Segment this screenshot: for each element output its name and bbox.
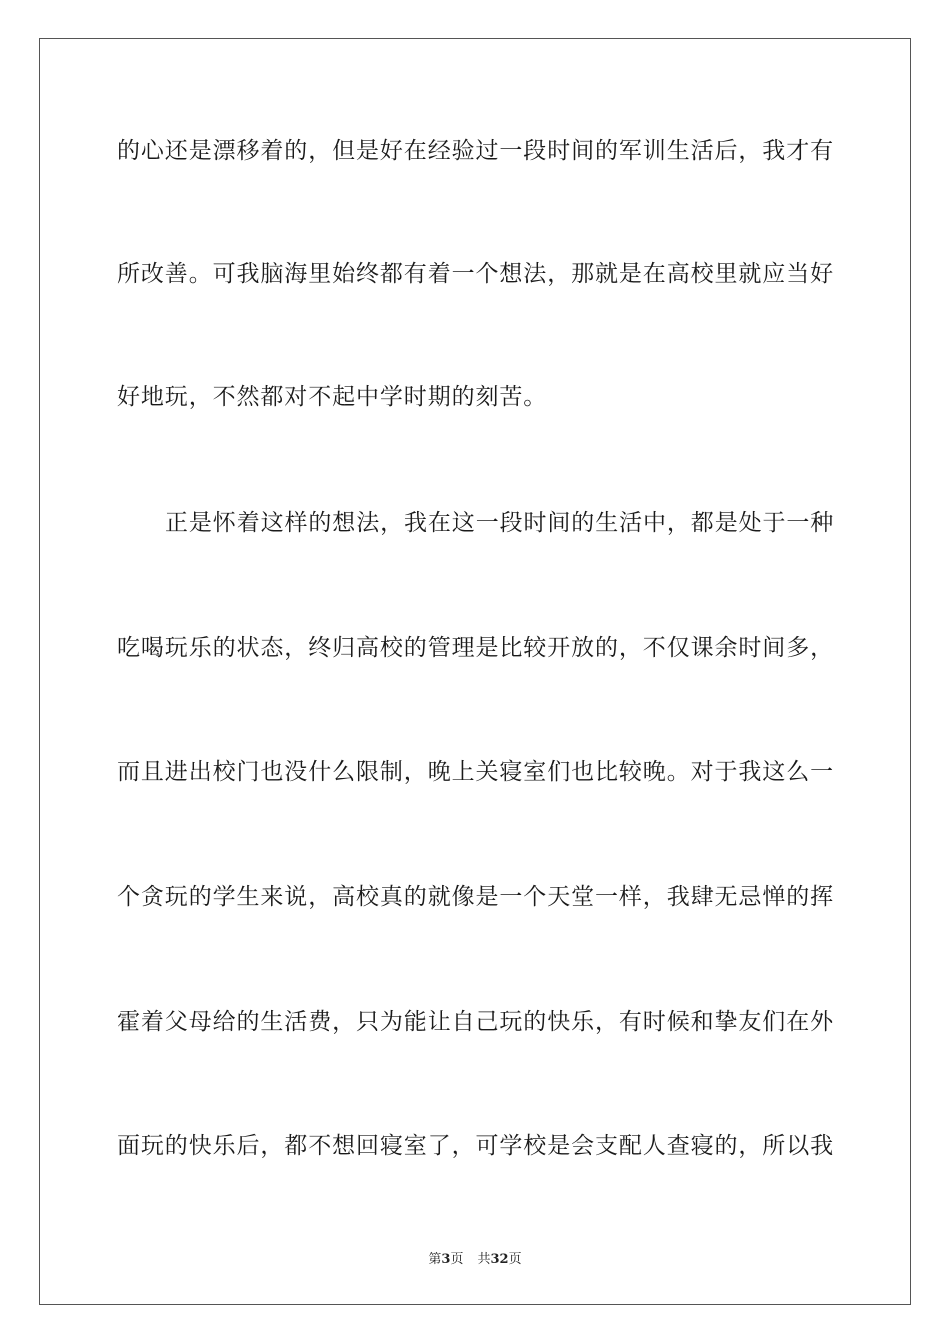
paragraph-first-line: 正是怀着这样的想法，我在这一段时间的生活中，都是处于一种 [165,510,835,536]
body-text-line: 好地玩，不然都对不起中学时期的刻苦。 [117,384,548,410]
page-footer [0,1248,950,1267]
body-text-line: 的心还是漂移着的，但是好在经验过一段时间的军训生活后，我才有 [117,138,834,164]
body-text-line: 面玩的快乐后，都不想回寝室了，可学校是会支配人查寝的，所以我 [117,1133,834,1159]
body-text-line: 个贪玩的学生来说，高校真的就像是一个天堂一样，我肆无忌惮的挥 [117,884,834,910]
body-text-line: 吃喝玩乐的状态，终归高校的管理是比较开放的，不仅课余时间多， [117,635,834,661]
body-text-line: 所改善。可我脑海里始终都有着一个想法，那就是在高校里就应当好 [117,261,834,287]
body-text-line: 而且进出校门也没什么限制，晚上关寝室们也比较晚。对于我这么一 [117,759,834,785]
page-total: 共32页 [477,1252,522,1267]
page-border [39,38,911,1305]
page-number: 第3页 [428,1252,464,1267]
body-text-line: 霍着父母给的生活费，只为能让自己玩的快乐，有时候和挚友们在外 [117,1009,834,1035]
